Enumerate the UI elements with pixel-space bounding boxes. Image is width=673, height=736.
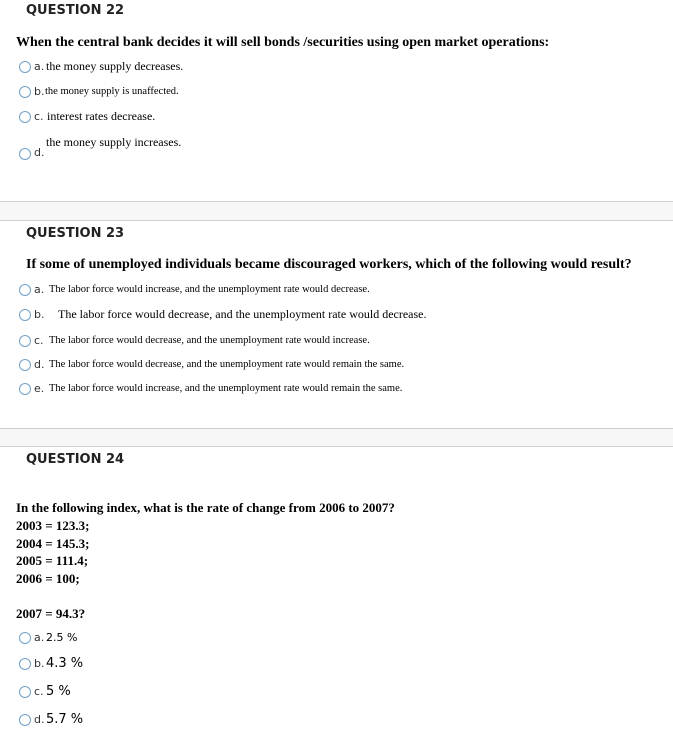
radio-button[interactable] — [19, 335, 31, 347]
radio-button[interactable] — [19, 111, 31, 123]
option-text: The labor force would decrease, and the unemployment rate would decrease. — [58, 307, 427, 321]
option-letter: c. — [34, 110, 44, 123]
option-letter: d. — [34, 358, 45, 371]
radio-button[interactable] — [19, 61, 31, 73]
divider — [0, 220, 673, 221]
option-text: The labor force would decrease, and the unemployment rate would increase. — [49, 335, 370, 346]
radio-button[interactable] — [19, 148, 31, 160]
index-line-2006: 2006 = 100; — [16, 571, 80, 586]
question-22-title: QUESTION 22 — [26, 3, 125, 18]
option-letter: a. — [34, 60, 45, 73]
radio-button[interactable] — [19, 658, 31, 670]
option-letter: b. — [34, 657, 45, 670]
question-24-title: QUESTION 24 — [26, 452, 125, 467]
option-letter: a. — [34, 283, 45, 296]
option-text: 2.5 % — [46, 631, 78, 644]
radio-button[interactable] — [19, 284, 31, 296]
radio-button[interactable] — [19, 383, 31, 395]
option-letter: e. — [34, 382, 45, 395]
option-letter: d. — [34, 146, 45, 159]
radio-button[interactable] — [19, 632, 31, 644]
option-letter: d. — [34, 713, 45, 726]
question-22-text: When the central bank decides it will sell bonds /securities using open market operations: — [16, 35, 550, 50]
radio-button[interactable] — [19, 86, 31, 98]
option-letter: b. — [34, 85, 45, 98]
option-text: interest rates decrease. — [47, 109, 156, 123]
option-text: the money supply is unaffected. — [45, 86, 179, 97]
option-text: The labor force would increase, and the unemployment rate would remain the same. — [49, 383, 403, 394]
question-24-text: In the following index, what is the rate of change from 2006 to 2007? — [16, 500, 395, 515]
option-text: The labor force would increase, and the unemployment rate would decrease. — [49, 284, 370, 295]
option-letter: c. — [34, 685, 44, 698]
option-letter: b. — [34, 308, 45, 321]
index-line-2003: 2003 = 123.3; — [16, 518, 90, 533]
option-text: the money supply decreases. — [46, 59, 184, 73]
divider — [0, 446, 673, 447]
option-letter: c. — [34, 334, 44, 347]
option-text: 5 % — [46, 684, 71, 699]
question-23-title: QUESTION 23 — [26, 226, 125, 241]
index-line-2007: 2007 = 94.3? — [16, 606, 86, 621]
option-text: the money supply increases. — [46, 135, 182, 149]
option-text: The labor force would decrease, and the unemployment rate would remain the same. — [49, 359, 405, 370]
question-separator — [0, 429, 673, 446]
option-text: 5.7 % — [46, 712, 84, 727]
question-separator — [0, 202, 673, 220]
radio-button[interactable] — [19, 714, 31, 726]
index-line-2005: 2005 = 111.4; — [16, 553, 89, 568]
radio-button[interactable] — [19, 359, 31, 371]
index-line-2004: 2004 = 145.3; — [16, 536, 90, 551]
question-23-text: If some of unemployed individuals became discouraged workers, which of the following would result? — [26, 257, 632, 272]
option-letter: a. — [34, 631, 45, 644]
radio-button[interactable] — [19, 309, 31, 321]
radio-button[interactable] — [19, 686, 31, 698]
option-text: 4.3 % — [46, 656, 84, 671]
